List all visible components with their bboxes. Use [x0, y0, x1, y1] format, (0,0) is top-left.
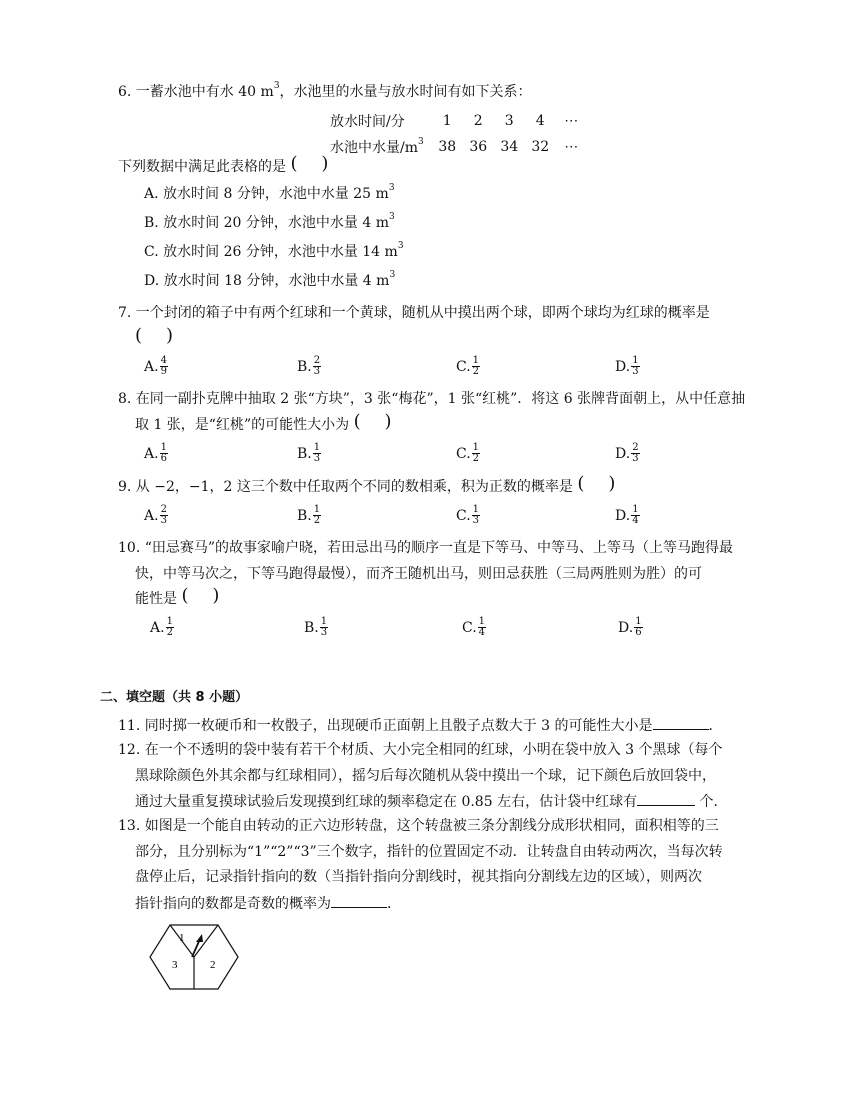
q7-stem: 7. 一个封闭的箱子中有两个红球和一个黄球，随机从中摸出两个球，即两个球均为红球的概率是 — [118, 305, 710, 321]
fraction — [631, 356, 639, 377]
q6-option-a-sup: 3 — [388, 183, 395, 194]
answer-parentheses — [135, 329, 173, 349]
q10-choice-d — [618, 617, 643, 638]
fraction — [160, 443, 168, 464]
q6-option-b — [144, 213, 395, 233]
choice-label: D. — [618, 619, 634, 636]
choice-label: B. — [297, 445, 312, 462]
q12-stem-line3 — [135, 791, 728, 812]
fraction-denominator: 2 — [166, 627, 173, 638]
q7-choice-d — [615, 356, 640, 377]
fraction — [472, 356, 480, 377]
q8-stem: 8. 在同一副扑克牌中抽取 2 张“方块”，3 张“梅花”，1 张“红桃”．将这 6 张牌背面朝上，从中任意抽 — [118, 391, 746, 407]
fraction-denominator: 3 — [632, 366, 639, 377]
fraction — [160, 356, 168, 377]
choice-label: A. — [144, 358, 159, 375]
q8-choice-a — [144, 443, 168, 464]
fraction-denominator: 9 — [160, 366, 167, 377]
q6-table-cell: ⋯ — [564, 113, 579, 129]
fraction — [631, 505, 639, 526]
region-label-3: 3 — [172, 959, 178, 971]
fraction-numerator: 1 — [472, 442, 480, 453]
q11-stem-text: 11. 同时掷一枚硬币和一枚骰子，出现硬币正面朝上且骰子点数大于 3 的可能性大小是 — [118, 718, 653, 734]
fraction — [313, 505, 321, 526]
q6-table-row-time — [330, 108, 587, 134]
q6-option-d-sup: 3 — [389, 270, 396, 281]
fraction — [313, 356, 321, 377]
fraction-numerator: 1 — [635, 616, 642, 627]
fraction — [313, 443, 321, 464]
fraction-numerator: 1 — [478, 616, 486, 627]
q8-stem-line2-text: 取 1 张，是“红桃”的可能性大小为 — [135, 417, 350, 433]
fraction — [472, 443, 480, 464]
q10-choice-b — [304, 617, 328, 638]
q6-table-header-volume — [330, 134, 432, 160]
q10-choice-a — [150, 617, 174, 638]
q6-option-a-text: A. 放水时间 8 分钟，水池中水量 25 m — [144, 186, 389, 202]
q6-table-cell: 34 — [500, 139, 519, 155]
q13-stem-line4-text: 指针指向的数都是奇数的概率为 — [135, 896, 331, 912]
answer-blank[interactable] — [637, 791, 695, 806]
q6-table-cell: 32 — [531, 139, 550, 155]
choice-label: B. — [297, 507, 312, 524]
q7-choice-b — [297, 356, 321, 377]
fraction-numerator: 1 — [632, 355, 639, 366]
fraction — [160, 505, 168, 526]
fraction-numerator: 1 — [320, 616, 328, 627]
choice-label: A. — [144, 507, 159, 524]
q7-parentheses-line — [135, 329, 173, 349]
fraction-numerator: 1 — [313, 442, 321, 453]
choice-label: D. — [615, 358, 631, 375]
q11-stem-tail: ． — [708, 718, 723, 734]
q8-stem-line2 — [135, 415, 392, 435]
q9-choice-a — [144, 505, 168, 526]
fraction-numerator: 2 — [632, 442, 639, 453]
q6-option-c-text: C. 放水时间 26 分钟，水池中水量 14 m — [144, 244, 398, 260]
q6-table-header-volume-text: 水池中水量/m — [330, 140, 418, 156]
q6-table-cell: 1 — [442, 113, 452, 129]
q6-table — [330, 108, 587, 160]
q6-option-b-text: B. 放水时间 20 分钟，水池中水量 4 m — [144, 215, 389, 231]
fraction-numerator: 1 — [472, 355, 480, 366]
choice-label: C. — [456, 507, 471, 524]
choice-label: D. — [615, 445, 631, 462]
fraction-denominator: 6 — [160, 453, 167, 464]
fraction — [478, 617, 486, 638]
q6-table-cell: 3 — [504, 113, 514, 129]
q10-choice-c — [462, 617, 486, 638]
fraction-numerator: 1 — [313, 504, 321, 515]
q7-choice-c — [456, 356, 480, 377]
q9-stem-text: 9. 从 −2，−1，2 这三个数中任取两个不同的数相乘，积为正数的概率是 — [118, 479, 573, 495]
pointer-arrowhead — [196, 934, 203, 942]
fraction-numerator: 4 — [160, 355, 167, 366]
q13-stem: 13. 如图是一个能自由转动的正六边形转盘，这个转盘被三条分割线分成形状相同，面积相等的三 — [118, 818, 719, 834]
region-label-2: 2 — [210, 959, 216, 971]
q6-table-row-volume — [330, 134, 587, 160]
fraction-numerator: 1 — [472, 504, 480, 515]
choice-label: D. — [615, 507, 631, 524]
q6-stem-sup: 3 — [273, 81, 280, 92]
fraction-denominator: 2 — [472, 453, 480, 464]
choice-label: C. — [462, 619, 477, 636]
q13-stem-tail: ． — [387, 896, 401, 912]
q6-table-cell: 38 — [438, 139, 457, 155]
q8-choice-b — [297, 443, 321, 464]
fraction-denominator: 3 — [320, 627, 328, 638]
q6-option-c-sup: 3 — [397, 241, 404, 252]
fraction — [320, 617, 328, 638]
fraction-denominator: 3 — [313, 366, 321, 377]
q6-stem-text: 6. 一蓄水池中有水 40 m — [118, 84, 274, 100]
q10-stem: 10. “田忌赛马”的故事家喻户晓，若田忌出马的顺序一直是下等马、中等马、上等马（上等马跑得最 — [118, 540, 734, 556]
answer-parentheses — [354, 415, 392, 435]
section-heading: 二、填空题（共 8 小题） — [100, 690, 249, 705]
q8-choice-d — [615, 443, 640, 464]
fraction-numerator: 1 — [632, 504, 639, 515]
q13-stem-line2: 部分，且分别标为“1”“2”“3”三个数字，指针的位置固定不动．让转盘自由转动两次，当每次转 — [135, 844, 723, 860]
choice-label: C. — [456, 358, 471, 375]
q12-stem-line3-text: 通过大量重复摸球试验后发现摸到红球的频率稳定在 0.85 左右，估计袋中红球有 — [135, 794, 638, 810]
fraction-denominator: 3 — [313, 453, 321, 464]
fraction-denominator: 2 — [313, 515, 321, 526]
choice-label: A. — [144, 445, 159, 462]
q7-choice-a — [144, 356, 168, 377]
answer-parentheses — [290, 157, 328, 177]
fraction-numerator: 2 — [313, 355, 321, 366]
fraction-denominator: 2 — [472, 366, 480, 377]
answer-parentheses — [577, 477, 615, 497]
q6-table-header-volume-sup: 3 — [418, 137, 424, 148]
q11-stem — [118, 715, 723, 736]
answer-blank[interactable] — [331, 893, 387, 908]
q9-choice-b — [297, 505, 321, 526]
choice-label: B. — [304, 619, 319, 636]
q13-stem-line4 — [135, 893, 401, 914]
q12-stem-tail: 个． — [695, 794, 728, 810]
q6-table-cell: 4 — [535, 113, 545, 129]
fraction-numerator: 1 — [160, 442, 167, 453]
fraction-denominator: 4 — [478, 627, 486, 638]
fraction-denominator: 6 — [635, 627, 642, 638]
q6-option-a — [144, 184, 395, 204]
fraction-numerator: 2 — [160, 504, 167, 515]
q6-table-cell: 2 — [473, 113, 483, 129]
q6-option-c — [144, 242, 404, 262]
q6-prompt-text: 下列数据中满足此表格的是 — [118, 159, 286, 175]
fraction — [166, 617, 174, 638]
q8-choice-c — [456, 443, 480, 464]
answer-parentheses — [181, 589, 219, 609]
choice-label: B. — [297, 358, 312, 375]
q13-stem-line3: 盘停止后，记录指针指向的数（当指针指向分割线时，视其指向分割线左边的区域），则两次 — [135, 869, 702, 885]
q6-prompt — [118, 157, 328, 177]
q9-choice-d — [615, 505, 640, 526]
q6-table-header-time: 放水时间/分 — [330, 114, 405, 130]
fraction-denominator: 4 — [632, 515, 639, 526]
q9-stem — [118, 477, 615, 497]
q6-table-cell: 36 — [469, 139, 488, 155]
q6-table-cell: ⋯ — [564, 139, 579, 155]
fraction — [472, 505, 480, 526]
q9-choice-c — [456, 505, 480, 526]
q12-stem-line2: 黑球除颜色外其余都与红球相同），摇匀后每次随机从袋中摸出一个球，记下颜色后放回袋中， — [135, 768, 716, 784]
choice-label: C. — [456, 445, 471, 462]
region-label-1: 1 — [179, 932, 185, 944]
fraction — [634, 617, 642, 638]
fraction-numerator: 1 — [166, 616, 173, 627]
q6-option-d — [144, 271, 395, 291]
q6-stem-tail: ，水池里的水量与放水时间有如下关系： — [279, 84, 532, 100]
q10-stem-line2: 快，中等马次之，下等马跑得最慢），而齐王随机出马，则田忌获胜（三局两胜则为胜）的可 — [135, 566, 702, 582]
q12-stem: 12. 在一个不透明的袋中装有若干个材质、大小完全相同的红球，小明在袋中放入 3 个黑球（每个 — [118, 742, 723, 758]
hexagon-spinner-figure — [148, 922, 240, 992]
q10-stem-line3 — [135, 589, 219, 609]
q10-stem-line3-text: 能性是 — [135, 591, 177, 607]
choice-label: A. — [150, 619, 165, 636]
fraction-denominator: 3 — [472, 515, 480, 526]
q6-stem — [118, 82, 532, 102]
fraction-denominator: 3 — [160, 515, 167, 526]
q6-option-d-text: D. 放水时间 18 分钟，水池中水量 4 m — [144, 273, 390, 289]
q6-option-b-sup: 3 — [389, 212, 395, 223]
answer-blank[interactable] — [653, 715, 709, 730]
fraction — [631, 443, 639, 464]
fraction-denominator: 3 — [632, 453, 639, 464]
